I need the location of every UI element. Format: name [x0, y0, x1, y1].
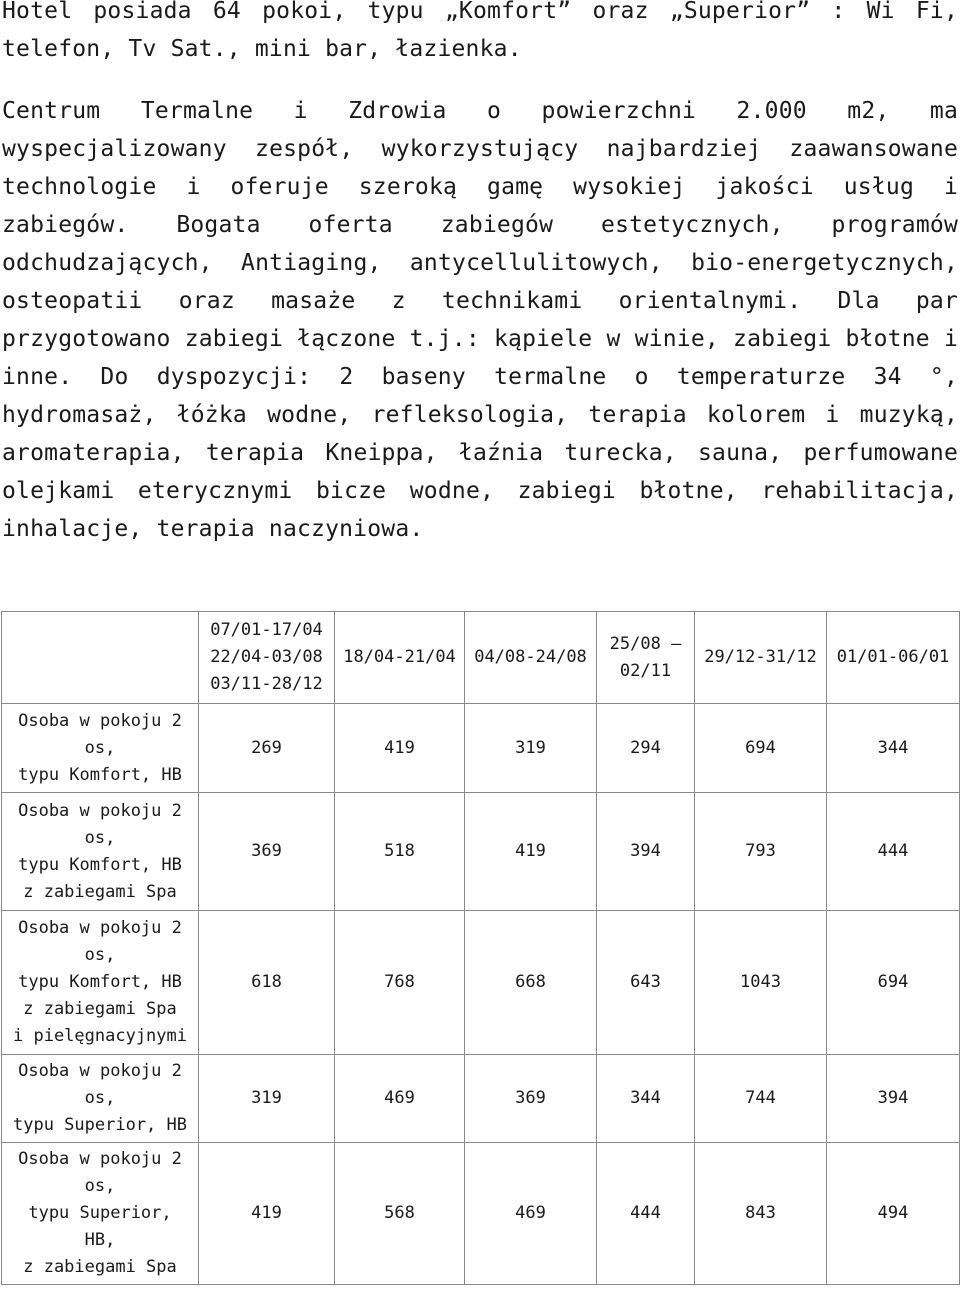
price-cell: 843 [695, 1143, 827, 1285]
price-cell: 419 [465, 793, 597, 911]
price-cell: 444 [597, 1143, 695, 1285]
price-cell: 668 [465, 911, 597, 1055]
period-header: 04/08-24/08 [465, 612, 597, 704]
price-cell: 394 [597, 793, 695, 911]
table-row [2, 1143, 960, 1285]
price-cell: 419 [335, 704, 465, 793]
price-cell: 394 [827, 1055, 960, 1143]
table-row [2, 793, 960, 911]
price-cell: 494 [827, 1143, 960, 1285]
room-type-label: Osoba w pokoju 2 os, typu Komfort, HB [2, 704, 199, 793]
price-cell: 419 [199, 1143, 335, 1285]
price-cell: 469 [465, 1143, 597, 1285]
price-cell: 793 [695, 793, 827, 911]
price-cell: 744 [695, 1055, 827, 1143]
table-row [2, 704, 960, 793]
room-type-label: Osoba w pokoju 2 os, typu Komfort, HB z zabiegami Spa i pielęgnacyjnymi [2, 911, 199, 1055]
price-cell: 444 [827, 793, 960, 911]
table-corner-cell [2, 612, 199, 704]
price-cell: 768 [335, 911, 465, 1055]
price-cell: 344 [827, 704, 960, 793]
table-row [2, 1055, 960, 1143]
period-header: 29/12-31/12 [695, 612, 827, 704]
price-cell: 344 [597, 1055, 695, 1143]
room-type-label: Osoba w pokoju 2 os, typu Superior, HB [2, 1055, 199, 1143]
intro-paragraph: Hotel posiada 64 pokoi, typu „Komfort” oraz „Superior” : Wi Fi, telefon, Tv Sat., mini bar, łazienka. [2, 0, 958, 62]
room-type-label: Osoba w pokoju 2 os, typu Superior, HB, z zabiegami Spa [2, 1143, 199, 1285]
price-cell: 369 [465, 1055, 597, 1143]
period-header: 07/01-17/04 22/04-03/08 03/11-28/12 [199, 612, 335, 704]
price-cell: 518 [335, 793, 465, 911]
price-cell: 694 [695, 704, 827, 793]
period-header: 01/01-06/01 [827, 612, 960, 704]
table-header-row [2, 612, 960, 704]
room-type-label: Osoba w pokoju 2 os, typu Komfort, HB z zabiegami Spa [2, 793, 199, 911]
period-header: 25/08 – 02/11 [597, 612, 695, 704]
period-header: 18/04-21/04 [335, 612, 465, 704]
price-cell: 319 [199, 1055, 335, 1143]
price-cell: 469 [335, 1055, 465, 1143]
price-cell: 568 [335, 1143, 465, 1285]
price-cell: 294 [597, 704, 695, 793]
price-cell: 319 [465, 704, 597, 793]
price-cell: 369 [199, 793, 335, 911]
table-row [2, 911, 960, 1055]
price-cell: 269 [199, 704, 335, 793]
price-table [1, 611, 960, 1285]
price-cell: 618 [199, 911, 335, 1055]
price-cell: 643 [597, 911, 695, 1055]
price-cell: 694 [827, 911, 960, 1055]
spa-center-paragraph: Centrum Termalne i Zdrowia o powierzchni 2.000 m2, ma wyspecjalizowany zespół, wykorzystujący najbardziej zaawansowane technologie i oferuje szeroką gamę wysokiej jakości usług i zabiegów. Bogata oferta zabiegów estetycznych, programów odchudzających, Antiaging, antycellulitowych, bio-energetycznych, osteopatii oraz masaże z technikami orientalnymi. Dla par przygotowano zabiegi łączone t.j.: kąpiele w winie, zabiegi błotne i inne. Do dyspozycji: 2 baseny termalne o temperaturze 34 °, hydromasaż, łóżka wodne, refleksologia, terapia kolorem i muzyką, aromaterapia, terapia Kneippa, łaźnia turecka, sauna, perfumowane olejkami eterycznymi bicze wodne, zabiegi błotne, rehabilitacja, inhalacje, terapia naczyniowa. [2, 98, 958, 542]
price-cell: 1043 [695, 911, 827, 1055]
